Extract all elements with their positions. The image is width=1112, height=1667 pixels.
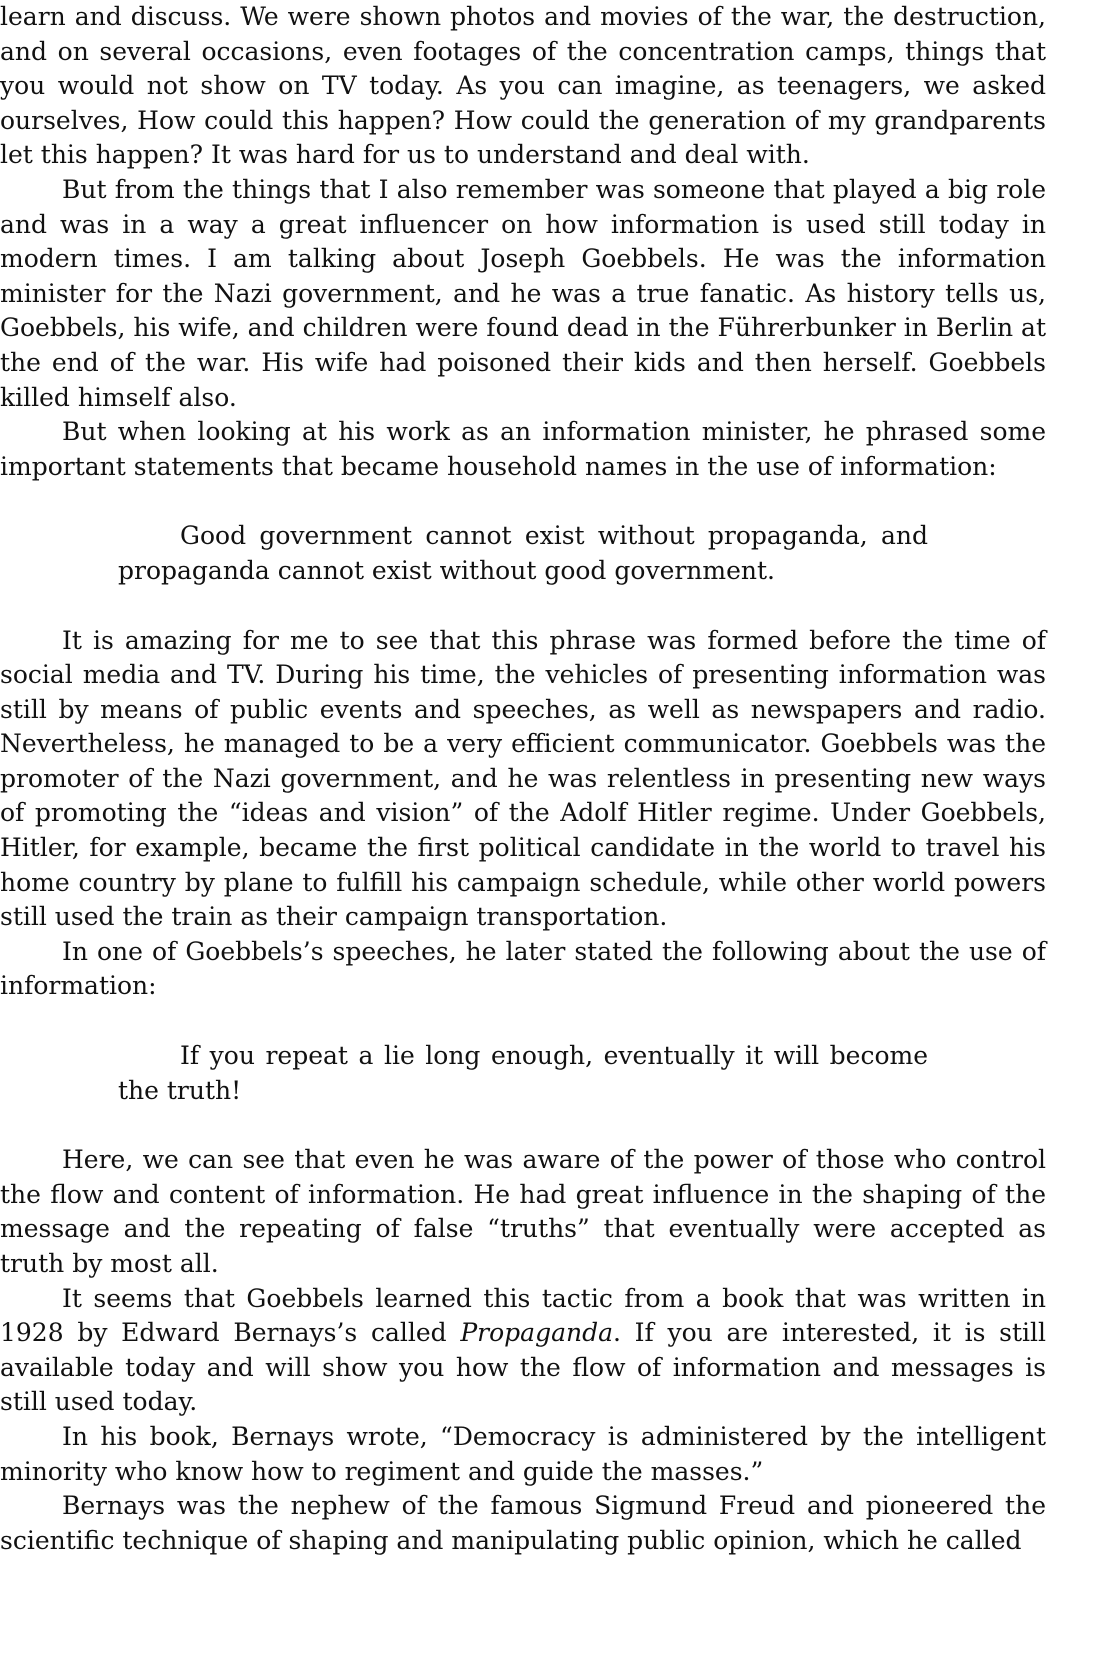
paragraph-9: Bernays was the nephew of the famous Sigmund Freud and pioneered the scientific technique of shaping and manipulating public opinion, which he called: [0, 1491, 1046, 1555]
paragraph-7-before: It seems that Goebbels learned this tactic from a book that was written in 1928 by Edward Bernays’s called: [0, 1283, 1046, 1348]
paragraph-7: [0, 1282, 1046, 1420]
paragraph-8: In his book, Bernays wrote, “Democracy is administered by the intelligent minority who know how to regiment and guide the masses.”: [0, 1421, 1046, 1486]
paragraph-6: Here, we can see that even he was aware of the power of those who control the flow and content of information. He had great influence in the shaping of the message and the repeating of false “truths” that eventually were accepted as truth by most all.: [0, 1145, 1046, 1278]
paragraph-5: In one of Goebbels’s speeches, he later stated the following about the use of information:: [0, 936, 1046, 1001]
paragraph-1: learn and discuss. We were shown photos and movies of the war, the destruction, and on several occasions, even footages of the concentration camps, things that you would not show on TV today. As you can imagine, as teenagers, we asked ourselves, How could this happen? How could the generation of my grandparents let this happen? It was hard for us to understand and deal with.: [0, 2, 1046, 170]
paragraph-4: It is amazing for me to see that this phrase was formed before the time of social media and TV. During his time, the vehicles of presenting information was still by means of public events and speeches, as well as newspapers and radio. Nevertheless, he managed to be a very efficient communicator. Goebbels was the promoter of the Nazi government, and he was relentless in presenting new ways of promoting the “ideas and vision” of the Adolf Hitler regime. Under Goebbels, Hitler, for example, became the first political candidate in the world to travel his home country by plane to fulfill his campaign schedule, while other world powers still used the train as their campaign transportation.: [0, 625, 1046, 932]
quote-repeat-lie: If you repeat a lie long enough, eventually it will become the truth!: [118, 1041, 928, 1105]
paragraph-2: But from the things that I also remember was someone that played a big role and was in a way a great influencer on how information is used still today in modern times. I am talking about Joseph Goebbels. He was the information minister for the Nazi government, and he was a true fanatic. As history tells us, Goebbels, his wife, and children were found dead in the Führerbunker in Berlin at the end of the war. His wife had poisoned their kids and then herself. Goebbels killed himself also.: [0, 174, 1046, 412]
quote-good-government: Good government cannot exist without propaganda, and propaganda cannot exist without good government.: [118, 521, 928, 585]
paragraph-3: But when looking at his work as an information minister, he phrased some important statements that became household names in the use of information:: [0, 417, 1046, 481]
book-title-propaganda: Propaganda: [460, 1318, 614, 1348]
paragraph-7-after: . If you are interested, it is still available today and will show you how the flow of information and messages is still used today.: [0, 1318, 1047, 1417]
